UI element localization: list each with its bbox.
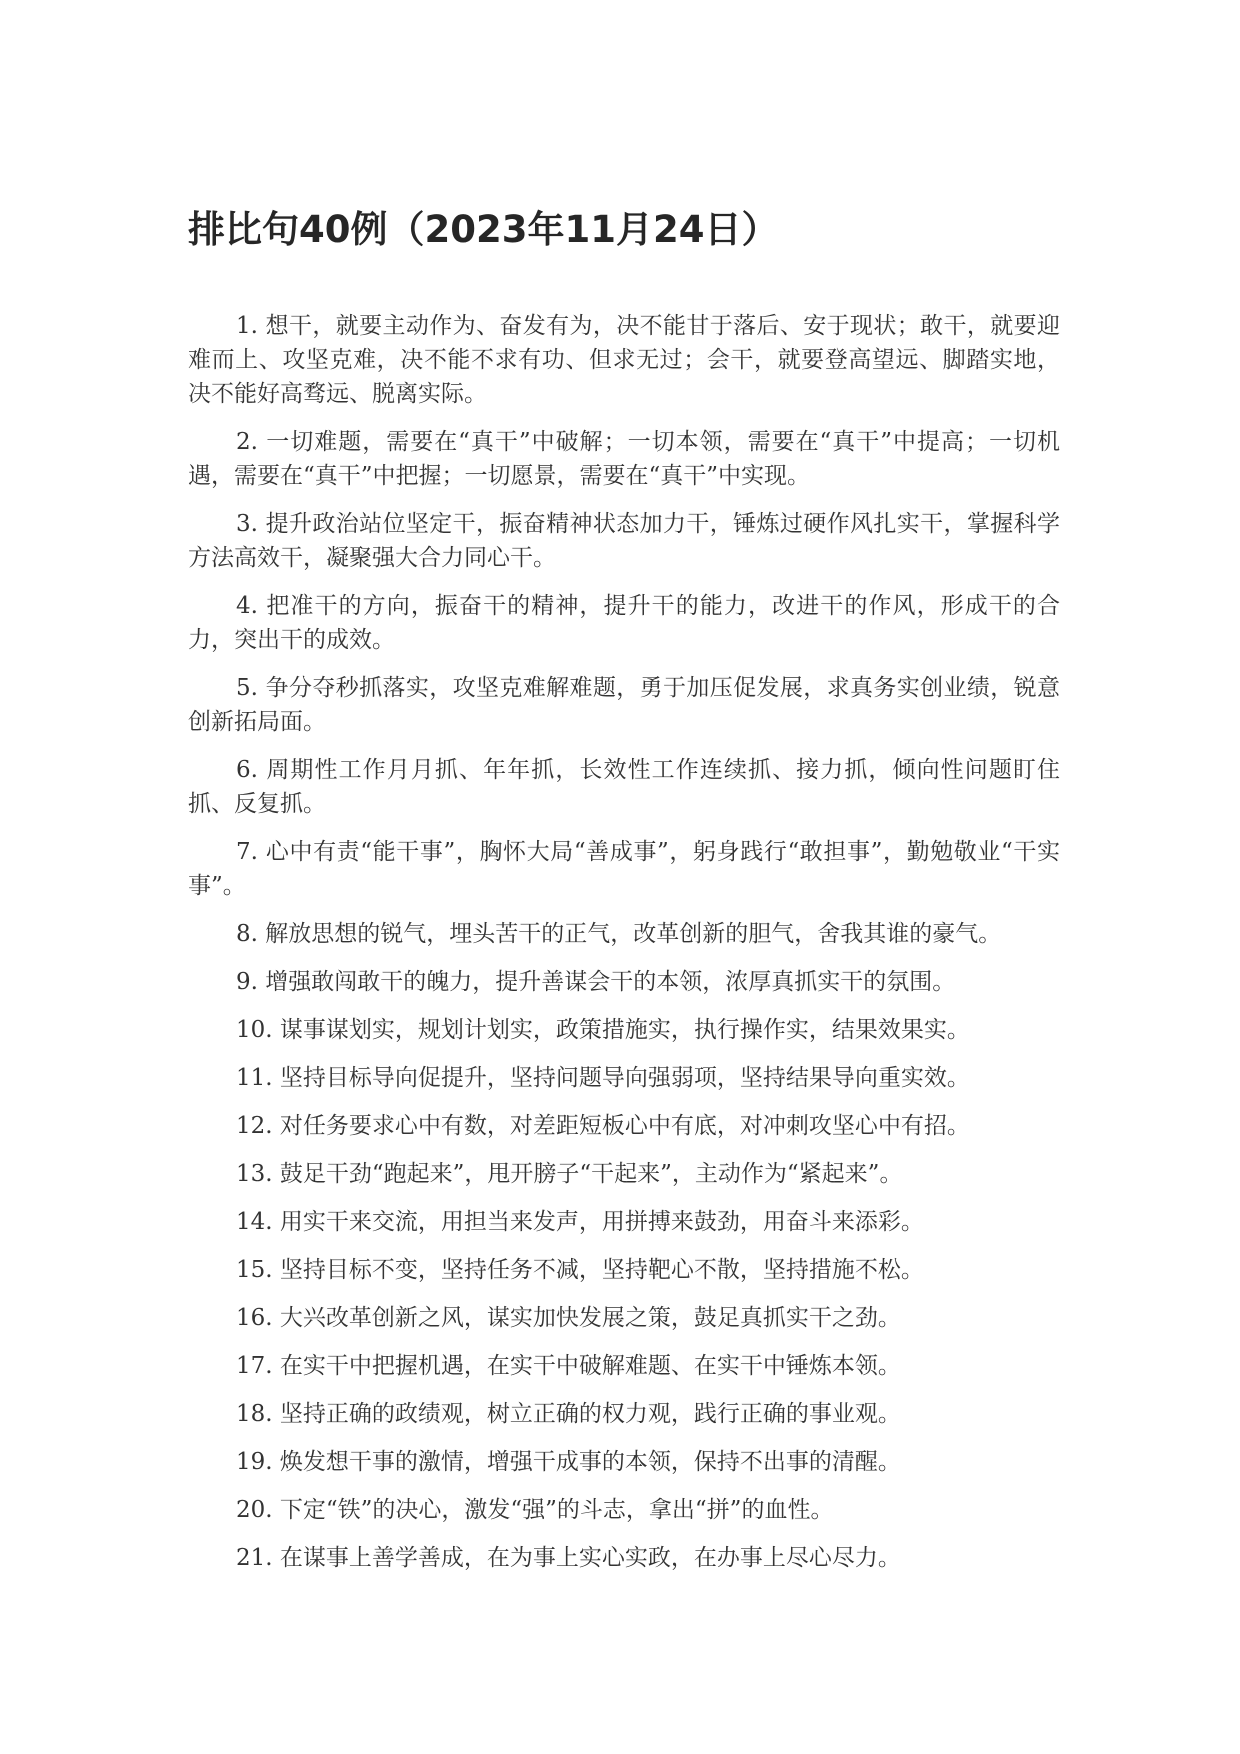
paragraph: 19. 焕发想干事的激情，增强干成事的本领，保持不出事的清醒。 bbox=[236, 1449, 901, 1475]
paragraph: 3. 提升政治站位坚定干，振奋精神状态加力干，锤炼过硬作风扎实干，掌握科学方法高效干，凝聚强大合力同心干。 bbox=[188, 511, 1060, 571]
paragraph: 20. 下定“铁”的决心，激发“强”的斗志，拿出“拼”的血性。 bbox=[236, 1497, 834, 1523]
paragraph: 7. 心中有责“能干事”，胸怀大局“善成事”，躬身践行“敢担事”，勤勉敬业“干实事”。 bbox=[188, 839, 1060, 899]
paragraph: 9. 增强敢闯敢干的魄力，提升善谋会干的本领，浓厚真抓实干的氛围。 bbox=[236, 969, 956, 995]
paragraph: 15. 坚持目标不变，坚持任务不减，坚持靶心不散，坚持措施不松。 bbox=[236, 1257, 924, 1283]
paragraph: 5. 争分夺秒抓落实，攻坚克难解难题，勇于加压促发展，求真务实创业绩，锐意创新拓局面。 bbox=[188, 675, 1060, 735]
paragraph: 11. 坚持目标导向促提升，坚持问题导向强弱项，坚持结果导向重实效。 bbox=[236, 1065, 970, 1091]
paragraph: 16. 大兴改革创新之风，谋实加快发展之策，鼓足真抓实干之劲。 bbox=[236, 1305, 901, 1331]
paragraph: 6. 周期性工作月月抓、年年抓，长效性工作连续抓、接力抓，倾向性问题盯住抓、反复抓。 bbox=[188, 757, 1060, 817]
paragraph: 1. 想干，就要主动作为、奋发有为，决不能甘于落后、安于现状；敢干，就要迎难而上、攻坚克难，决不能不求有功、但求无过；会干，就要登高望远、脚踏实地，决不能好高骛远、脱离实际。 bbox=[188, 313, 1060, 407]
paragraph: 17. 在实干中把握机遇，在实干中破解难题、在实干中锤炼本领。 bbox=[236, 1353, 901, 1379]
paragraph: 12. 对任务要求心中有数，对差距短板心中有底，对冲刺攻坚心中有招。 bbox=[236, 1113, 970, 1139]
paragraph: 4. 把准干的方向，振奋干的精神，提升干的能力，改进干的作风，形成干的合力，突出干的成效。 bbox=[188, 593, 1060, 653]
paragraph: 13. 鼓足干劲“跑起来”，甩开膀子“干起来”，主动作为“紧起来”。 bbox=[236, 1161, 903, 1187]
document-body bbox=[188, 309, 1060, 1589]
paragraph: 2. 一切难题，需要在“真干”中破解；一切本领，需要在“真干”中提高；一切机遇，需要在“真干”中把握；一切愿景，需要在“真干”中实现。 bbox=[188, 429, 1060, 489]
paragraph: 21. 在谋事上善学善成，在为事上实心实政，在办事上尽心尽力。 bbox=[236, 1545, 901, 1571]
document-title: 排比句40例（2023年11月24日） bbox=[188, 208, 779, 251]
paragraph: 18. 坚持正确的政绩观，树立正确的权力观，践行正确的事业观。 bbox=[236, 1401, 901, 1427]
paragraph: 10. 谋事谋划实，规划计划实，政策措施实，执行操作实，结果效果实。 bbox=[236, 1017, 970, 1043]
paragraph: 14. 用实干来交流，用担当来发声，用拼搏来鼓劲，用奋斗来添彩。 bbox=[236, 1209, 924, 1235]
paragraph: 8. 解放思想的锐气，埋头苦干的正气，改革创新的胆气，舍我其谁的豪气。 bbox=[236, 921, 1002, 947]
